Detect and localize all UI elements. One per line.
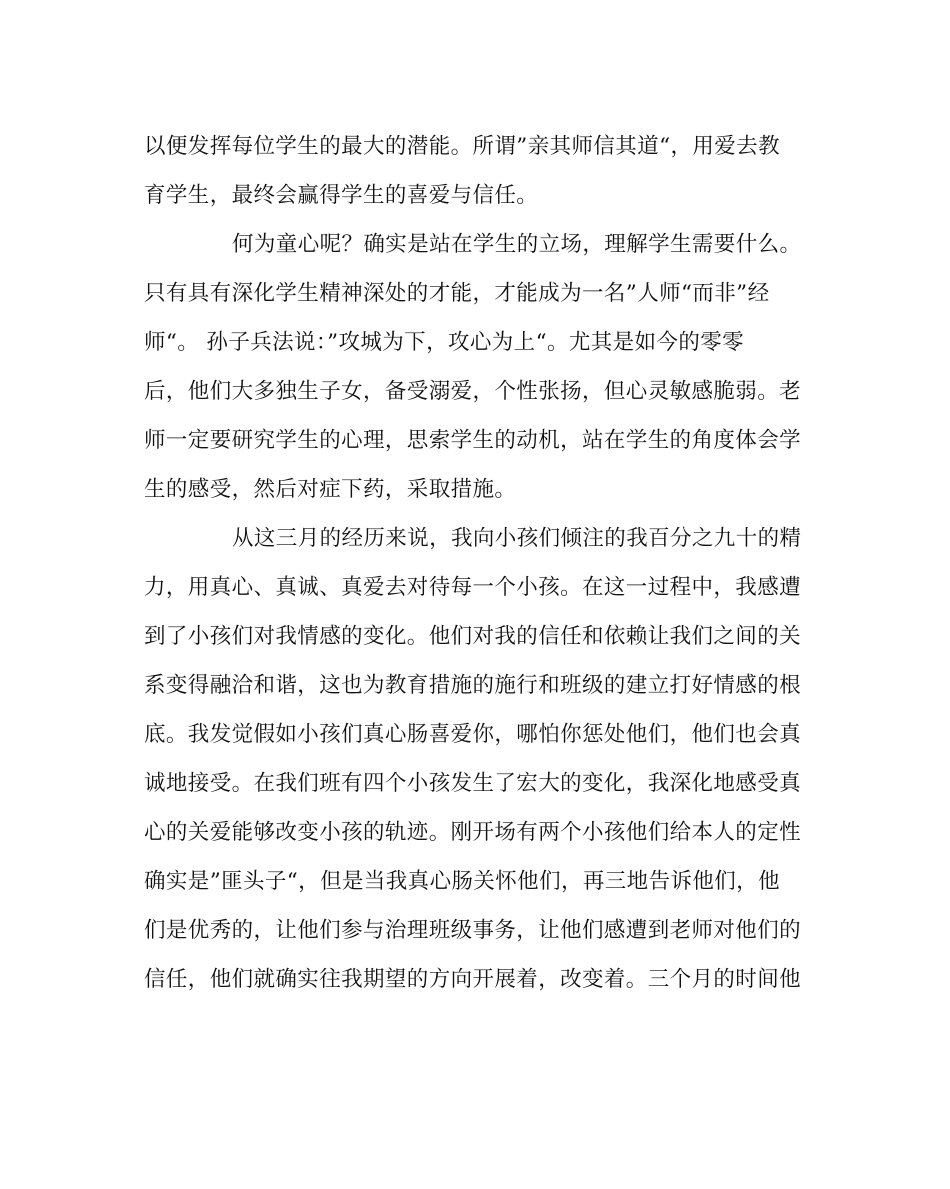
text-line: 师一定要研究学生的心理，思索学生的动机，站在学生的角度体会学 [144, 428, 802, 453]
text-line: 后，他们大多独生子女，备受溺爱，个性张扬，但心灵敏感脆弱。老 [144, 379, 802, 404]
text-line: 系变得融洽和谐，这也为教育措施的施行和班级的建立打好情感的根 [144, 673, 802, 698]
text-line: 力，用真心、真诚、真爱去对待每一个小孩。在这一过程中，我感遭 [144, 575, 802, 600]
text-line: 心的关爱能够改变小孩的轨迹。刚开场有两个小孩他们给本人的定性 [144, 820, 802, 845]
paragraph-first-line: 从这三月的经历来说，我向小孩们倾注的我百分之九十的精 [232, 526, 802, 551]
text-line: 生的感受，然后对症下药，采取措施。 [144, 477, 517, 502]
text-line: 诚地接受。在我们班有四个小孩发生了宏大的变化，我深化地感受真 [144, 771, 802, 796]
text-line: 以便发挥每位学生的最大的潜能。所谓”亲其师信其道“，用爱去教 [144, 134, 780, 159]
text-line: 确实是”匪头子“，但是当我真心肠关怀他们，再三地告诉他们，他 [144, 869, 780, 894]
text-line: 师“。 孙子兵法说：”攻城为下，攻心为上“。尤其是如今的零零 [144, 330, 745, 355]
text-line: 们是优秀的，让他们参与治理班级事务，让他们感遭到老师对他们的 [144, 918, 802, 943]
text-line: 到了小孩们对我情感的变化。他们对我的信任和依赖让我们之间的关 [144, 624, 802, 649]
text-line: 只有具有深化学生精神深处的才能，才能成为一名”人师“而非”经 [144, 281, 770, 306]
text-line: 信任，他们就确实往我期望的方向开展着，改变着。三个月的时间他 [144, 967, 802, 992]
paragraph-first-line: 何为童心呢？确实是站在学生的立场，理解学生需要什么。 [232, 232, 802, 257]
text-line: 底。我发觉假如小孩们真心肠喜爱你，哪怕你惩处他们，他们也会真 [144, 722, 802, 747]
text-line: 育学生，最终会赢得学生的喜爱与信任。 [144, 183, 539, 208]
